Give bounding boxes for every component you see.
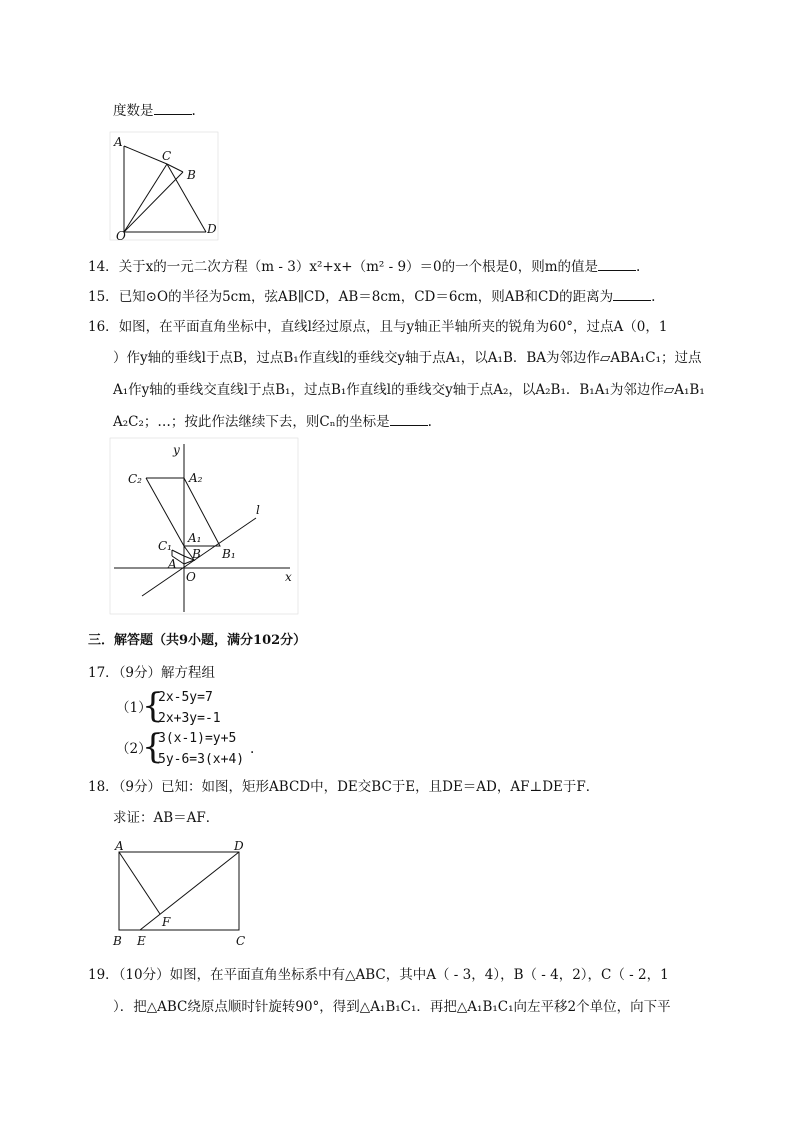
question-16-line-4 (113, 413, 432, 431)
q17-part1-eq2: 2x+3y=-1 (158, 711, 221, 726)
fig16-label-b: B (192, 547, 201, 561)
q13-tail (113, 102, 196, 120)
fig13-label-a: A (114, 135, 123, 149)
q17-part1-label: （1） (116, 700, 152, 716)
q16-end: . (427, 414, 432, 430)
fig18-label-a: A (115, 839, 124, 853)
q13-tail-text: 度数是 (113, 103, 154, 119)
answer-blank (154, 102, 192, 115)
q17-part2-label: （2） (116, 741, 152, 757)
q18-number: 18． (88, 779, 119, 795)
fig18-line-de (140, 852, 239, 930)
q17-end: . (250, 741, 255, 757)
fig16-label-o: O (186, 570, 196, 584)
q17-part2-brace: { (142, 727, 164, 767)
figure-16 (110, 438, 300, 616)
figure-13 (110, 132, 220, 242)
fig13-label-b: B (187, 168, 196, 182)
q17-part1-eq1: 2x-5y=7 (158, 690, 213, 705)
fig18-label-e: E (137, 934, 146, 948)
q15-end: . (651, 289, 656, 305)
fig18-label-b: B (113, 934, 122, 948)
fig16-label-a2: A₂ (189, 471, 203, 485)
fig13-line-ob (124, 172, 183, 232)
q17-part2-eq2: 5y-6=3(x+4) (158, 752, 245, 767)
q15-text: 已知⊙O的半径为5cm，弦AB∥CD，AB＝8cm，CD＝6cm，则AB和CD的距离为 (118, 289, 614, 305)
fig16-label-a1: A₁ (188, 531, 202, 545)
answer-blank (613, 288, 651, 301)
q17-text: （9分）解方程组 (118, 665, 216, 681)
q19-number: 19． (88, 967, 119, 983)
question-18 (88, 778, 599, 796)
answer-blank (598, 258, 636, 271)
q19-line1: （10分）如图，在平面直角坐标系中有△ABC，其中A（ - 3，4），B（ - 4，2），C（ - 2，1 (118, 967, 669, 983)
q18-prove: 求证：AB＝AF． (113, 810, 220, 826)
fig18-label-c: C (236, 934, 246, 948)
q13-tail-end: . (191, 103, 196, 119)
q14-end: . (636, 259, 641, 275)
question-16-line-3 (113, 381, 705, 399)
fig18-label-d: D (234, 839, 244, 853)
fig16-label-a: A (168, 557, 177, 571)
fig13-line-ac (124, 146, 167, 164)
question-17 (88, 664, 215, 682)
fig16-label-c2: C₂ (128, 472, 142, 486)
q17-part2-eq1: 3(x-1)=y+5 (158, 731, 237, 746)
q16-line4: A₂C₂；…；按此作法继续下去，则Cₙ的坐标是 (113, 414, 390, 430)
fig13-label-d: D (207, 222, 217, 236)
fig13-label-o: O (116, 229, 126, 243)
question-19-line-1 (88, 966, 669, 984)
q17-part1-brace: { (142, 686, 164, 726)
q14-text: 关于x的一元二次方程（m - 3）x²+x+（m² - 9）＝0的一个根是0，则m的值是 (118, 259, 599, 275)
q16-line1: 如图，在平面直角坐标中，直线l经过原点，且与y轴正半轴所夹的锐角为60°，过点A（0，1 (118, 319, 668, 335)
question-16-line-1 (88, 318, 668, 336)
fig16-label-c1: C₁ (158, 539, 172, 553)
question-19-line-2: ）．把△ABC绕原点顺时针旋转90°，得到△A₁B₁C₁．再把△A₁B₁C₁向左平移2个单位，向下平 (113, 999, 671, 1015)
fig16-label-x: x (285, 570, 292, 584)
fig16-label-y: y (173, 443, 180, 457)
fig18-line-af (119, 852, 160, 914)
answer-blank (390, 413, 428, 426)
fig16-parallelogram-2 (146, 478, 220, 546)
q16-number: 16． (88, 319, 119, 335)
q16-line2: ）作y轴的垂线l于点B，过点B₁作直线l的垂线交y轴于点A₁，以A₁B．BA为邻边作▱ABA₁C₁；过点 (113, 350, 702, 366)
fig13-line-oc (124, 164, 167, 232)
figure-18 (110, 840, 250, 952)
q14-number: 14． (88, 259, 119, 275)
q15-number: 15． (88, 289, 119, 305)
question-15 (88, 288, 655, 306)
fig18-rectangle (119, 852, 239, 930)
question-16-line-2 (113, 349, 702, 367)
question-14 (88, 258, 640, 276)
fig16-label-l: l (256, 503, 260, 517)
section-3-title: 三．解答题（共9小题，满分102分） (88, 633, 307, 648)
fig13-label-c: C (162, 149, 172, 163)
q17-number: 17． (88, 665, 119, 681)
fig16-label-b1: B₁ (222, 547, 236, 561)
q18-text: （9分）已知：如图，矩形ABCD中，DE交BC于E，且DE＝AD，AF⊥DE于F． (118, 779, 600, 795)
q16-line3: A₁作y轴的垂线交直线l于点B₁，过点B₁作直线l的垂线交y轴于点A₂，以A₂B₁．B₁A₁为邻边作▱A₁B₁ (113, 382, 705, 398)
fig18-label-f: F (162, 915, 171, 929)
